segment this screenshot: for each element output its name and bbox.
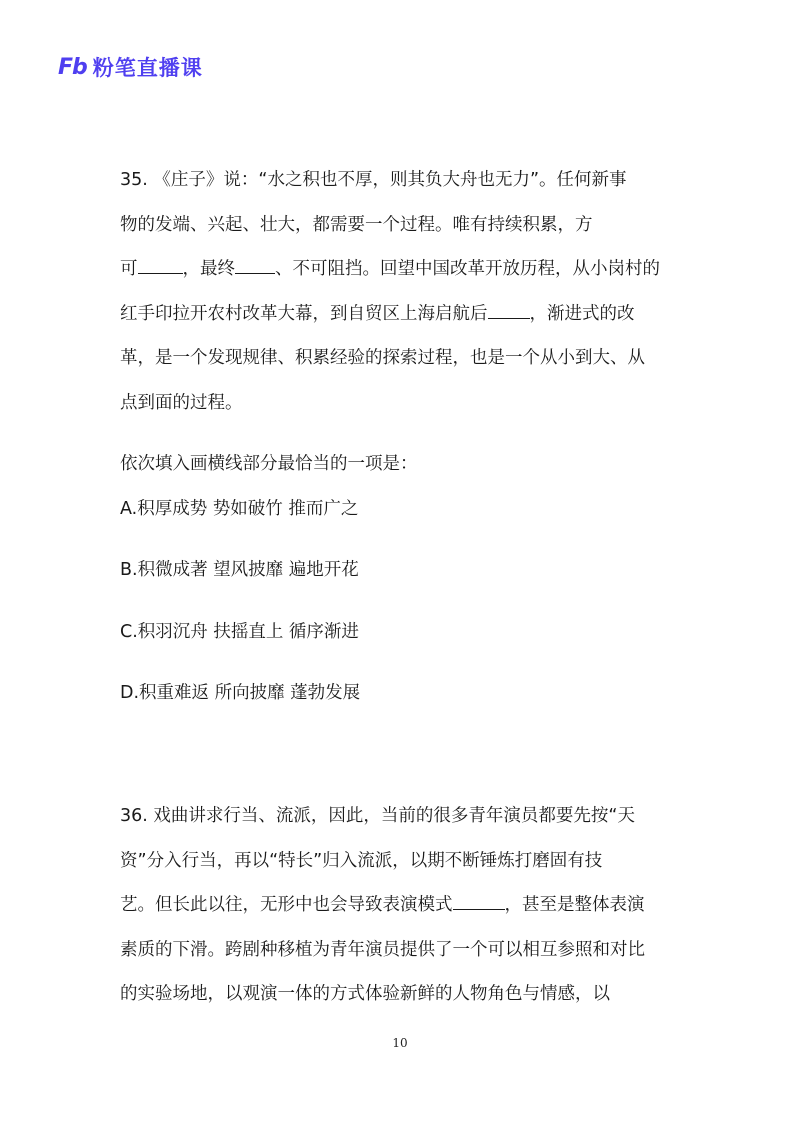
- q35-line-6: 点到面的过程。: [120, 392, 243, 413]
- q35-line-3: 可 ，最终 、不可阻挡。回望中国改革开放历程，从小岗村的: [120, 247, 680, 292]
- q36-line-4: 素质的下滑。跨剧种移植为青年演员提供了一个可以相互参照和对比: [120, 939, 645, 960]
- q35-line-2: 物的发端、兴起、壮大，都需要一个过程。唯有持续积累，方: [120, 214, 593, 235]
- q36-line-2: 资”分入行当，再以“特长”归入流派，以期不断锤炼打磨固有技: [120, 850, 603, 871]
- question-35: [120, 158, 680, 733]
- option-c: C.积羽沉舟 扶摇直上 循序渐进: [120, 621, 359, 642]
- q35-line-1: 35. 《庄子》说：“水之积也不厚，则其负大舟也无力”。任何新事: [120, 170, 627, 190]
- fenbi-logo-mark: Fb: [58, 54, 87, 80]
- q35-line-5: 革，是一个发现规律、积累经验的探索过程，也是一个从小到大、从: [120, 348, 645, 368]
- option-a: A.积厚成势 势如破竹 推而广之: [120, 498, 359, 519]
- blank-1: [138, 254, 183, 274]
- q35-line-4: 红手印拉开农村改革大幕，到自贸区上海启航后 ，渐进式的改: [120, 292, 680, 337]
- brand-name: 粉笔直播课: [92, 56, 203, 80]
- option-b: B.积微成著 望风披靡 遍地开花: [120, 560, 359, 580]
- blank-2: [235, 254, 275, 274]
- question-36: [120, 794, 680, 1017]
- brand-logo: [58, 52, 203, 82]
- page-number: 10: [392, 1036, 408, 1050]
- blank-3: [488, 298, 530, 318]
- q36-line-5: 的实验场地，以观演一体的方式体验新鲜的人物角色与情感，以: [120, 984, 610, 1004]
- q36-line-3: 艺。但长此以往，无形中也会导致表演模式 ，甚至是整体表演: [120, 883, 680, 928]
- option-d: D.积重难返 所向披靡 蓬勃发展: [120, 683, 361, 703]
- q36-line-1: 36. 戏曲讲求行当、流派，因此，当前的很多青年演员都要先按“天: [120, 806, 635, 826]
- blank-4: [453, 890, 505, 910]
- q35-instruction: 依次填入画横线部分最恰当的一项是：: [120, 454, 418, 474]
